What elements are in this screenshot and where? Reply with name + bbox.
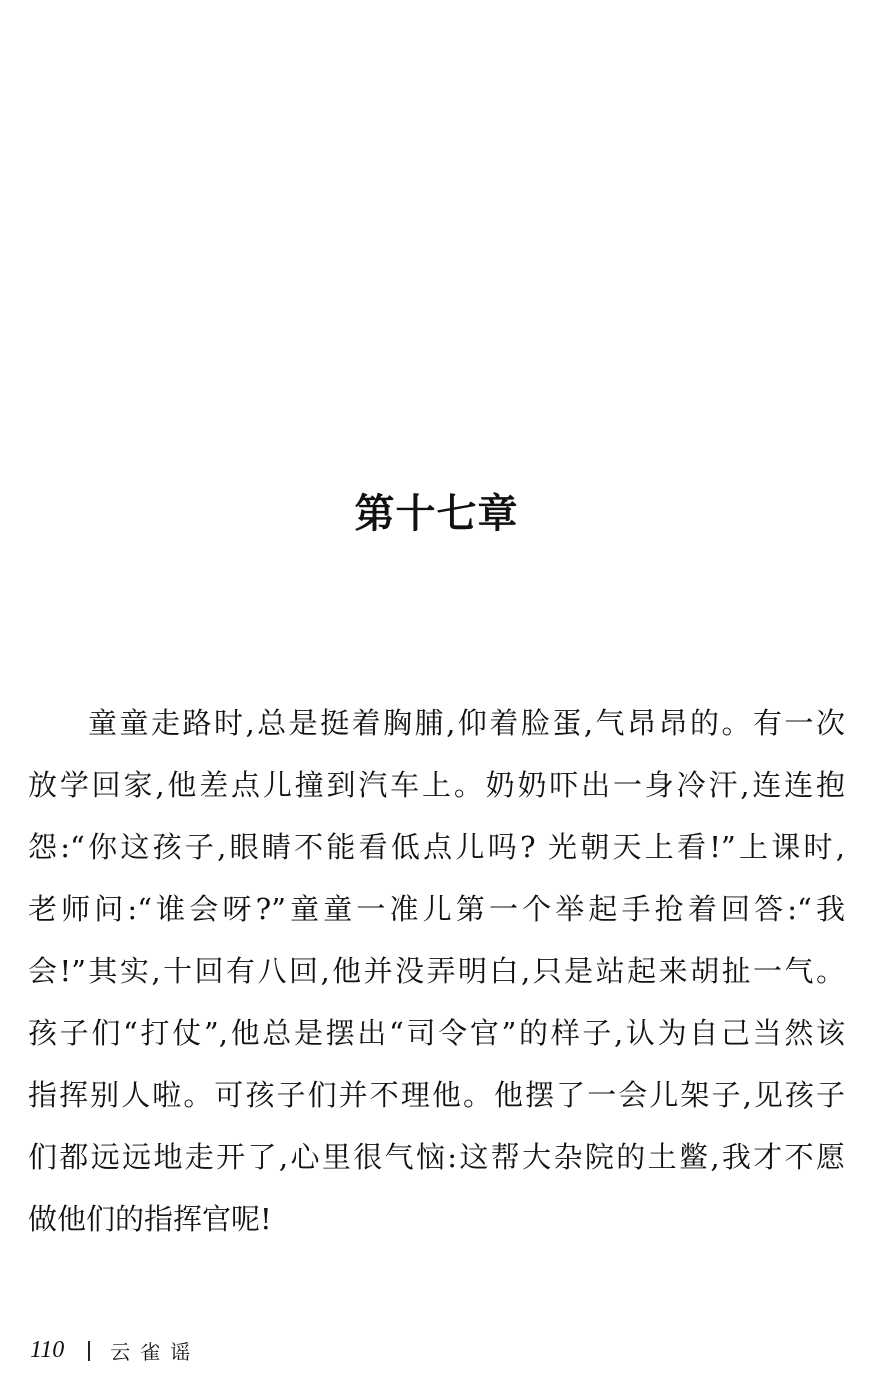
text-line: 孩子们“打仗”,他总是摆出“司令官”的样子,认为自己当然该 <box>28 1016 845 1050</box>
text-line: 老师问:“谁会呀?”童童一准儿第一个举起手抢着回答:“我 <box>28 892 845 926</box>
text-line: 会!”其实,十回有八回,他并没弄明白,只是站起来胡扯一气。 <box>28 954 845 988</box>
text-line: 指挥别人啦。可孩子们并不理他。他摆了一会儿架子,见孩子 <box>28 1078 845 1112</box>
book-title: 云雀谣 <box>110 1340 201 1364</box>
text-line: 们都远远地走开了,心里很气恼:这帮大杂院的土鳖,我才不愿 <box>28 1140 845 1174</box>
chapter-body <box>28 700 845 1258</box>
page-number: 110 <box>30 1337 65 1363</box>
footer-divider <box>88 1341 90 1361</box>
text-line: 童童走路时,总是挺着胸脯,仰着脸蛋,气昂昂的。有一次 <box>88 706 845 740</box>
text-line: 放学回家,他差点儿撞到汽车上。奶奶吓出一身冷汗,连连抱 <box>28 768 845 802</box>
page-footer <box>30 1336 200 1365</box>
chapter-title: 第十七章 <box>354 491 519 537</box>
text-line: 做他们的指挥官呢! <box>28 1202 272 1236</box>
text-line: 怨:“你这孩子,眼睛不能看低点儿吗? 光朝天上看!”上课时, <box>28 830 845 864</box>
